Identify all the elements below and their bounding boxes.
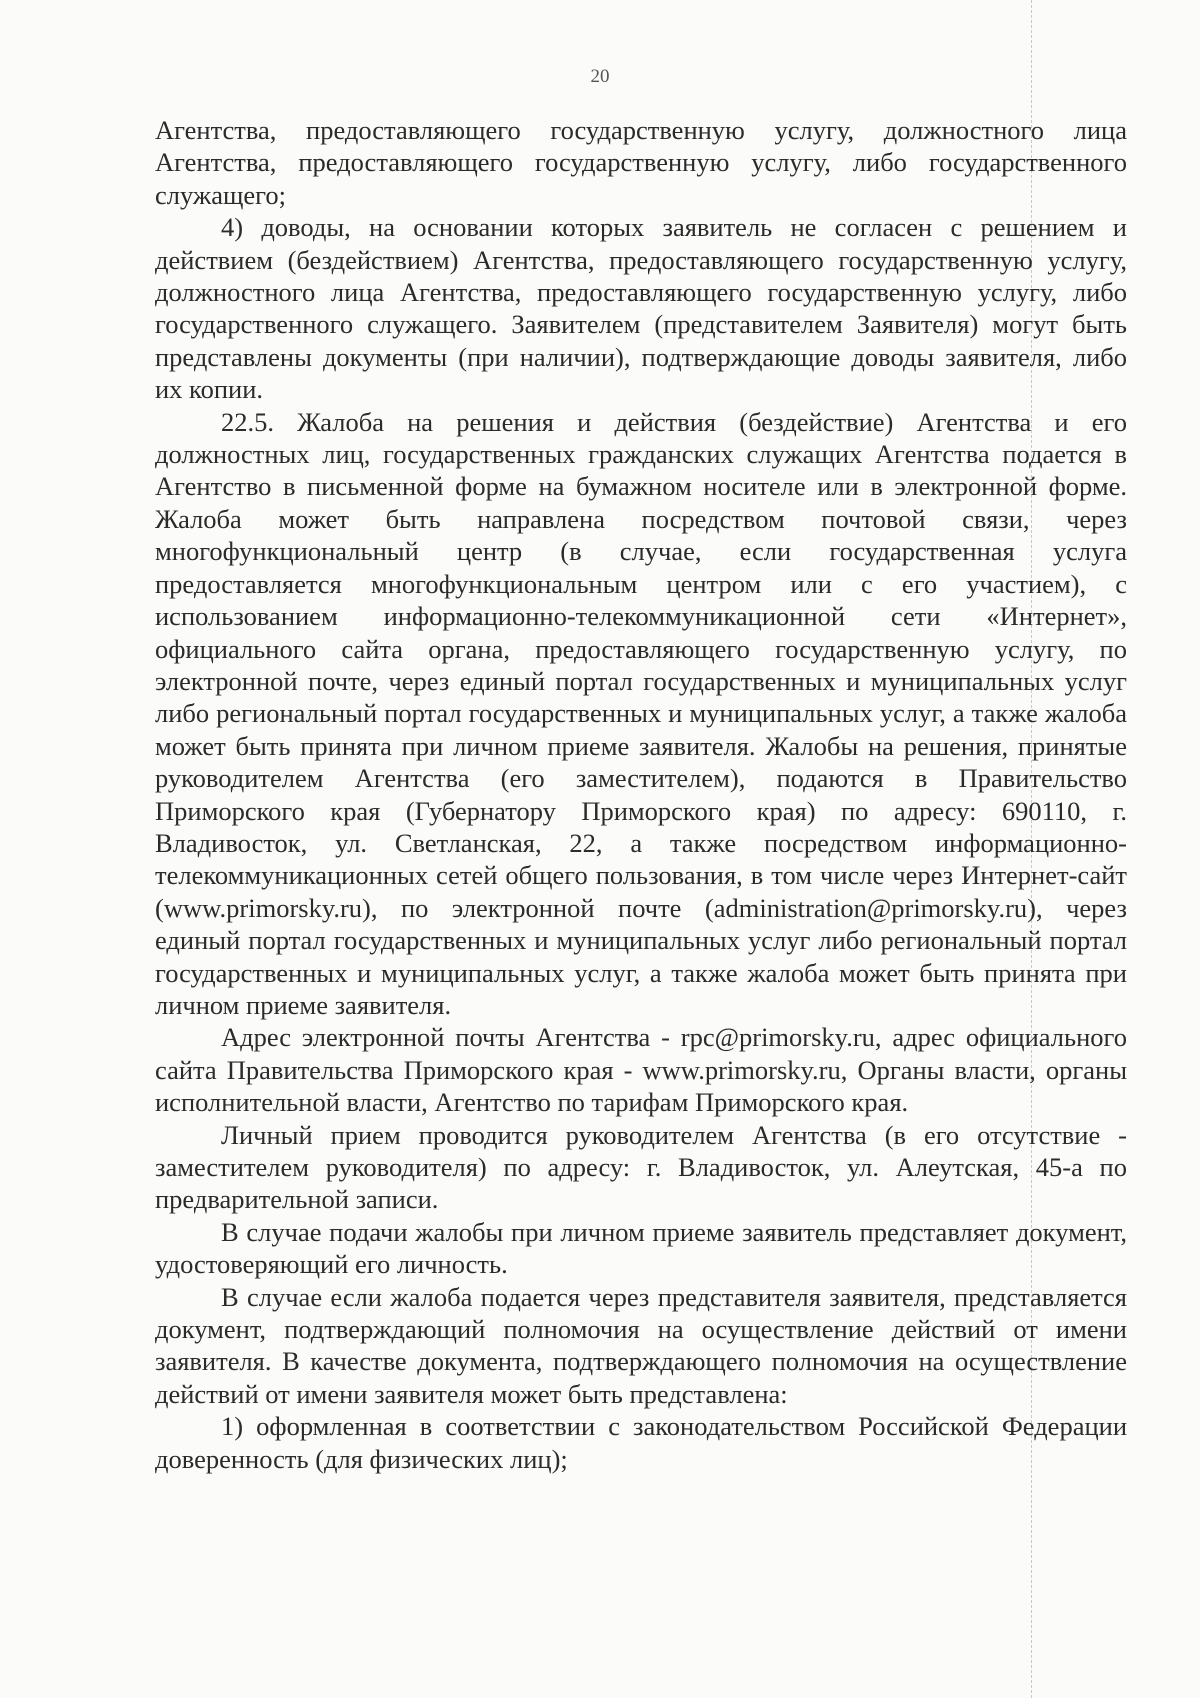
paragraph-identity-document: В случае подачи жалобы при личном приеме заявитель представляет документ, удостоверяющий его личность. [155, 1216, 1127, 1280]
paragraph-continuation: Агентства, предоставляющего государственную услугу, должностного лица Агентства, предоставляющего государственную услугу, либо государственного служащего; [155, 115, 1127, 210]
document-body [155, 114, 1127, 1475]
paragraph-item-1: 1) оформленная в соответствии с законодательством Российской Федерации доверенность (для физических лиц); [155, 1411, 1127, 1474]
paragraph-representative: В случае если жалоба подается через представителя заявителя, представляется документ, подтверждающий полномочия на осуществление действий от имени заявителя. В качестве документа, подтверждающего полномочия на осуществление действий от имени заявителя может быть представлена: [155, 1281, 1127, 1409]
paragraph-personal-reception: Личный прием проводится руководителем Агентства (в его отсутствие - заместителем руководителя) по адресу: г. Владивосток, ул. Алеутская, 45-а по предварительной записи. [155, 1119, 1127, 1215]
paragraph-agency-address: Адрес электронной почты Агентства - rpc@primorsky.ru, адрес официального сайта Правительства Приморского края - www.primorsky.ru, Органы власти, органы исполнительной власти, Агентство по тарифам Приморского края. [155, 1022, 1127, 1118]
paragraph-item-4: 4) доводы, на основании которых заявитель не согласен с решением и действием (бездействием) Агентства, предоставляющего государственную услугу, должностного лица Агентства, предоставляющего государственную услугу, либо государственного служащего. Заявителем (представителем Заявителя) могут быть представлены документы (при наличии), подтверждающие доводы заявителя, либо их копии. [155, 212, 1127, 405]
page-number: 20 [590, 66, 610, 87]
paragraph-22-5: 22.5. Жалоба на решения и действия (бездействие) Агентства и его должностных лиц, государственных гражданских служащих Агентства подается в Агентство в письменной форме на бумажном носителе или в электронной форме. Жалоба может быть направлена посредством почтовой связи, через многофункциональный центр (в случае, если государственная услуга предоставляется многофункциональным центром или с его участием), с использованием информационно-телекоммуникационной сети «Интернет», официального сайта органа, предоставляющего государственную услугу, по электронной почте, через единый портал государственных и муниципальных услуг либо региональный портал государственных и муниципальных услуг, а также жалоба может быть принята при личном приеме заявителя. Жалобы на решения, принятые руководителем Агентства (его заместителем), подаются в Правительство Приморского края (Губернатору Приморского края) по адресу: 690110, г. Владивосток, ул. Светланская, 22, а также посредством информационно-телекоммуникационных сетей общего пользования, в том числе через Интернет-сайт (www.primorsky.ru), по электронной почте (administration@primorsky.ru), через единый портал государственных и муниципальных услуг либо региональный портал государственных и муниципальных услуг, а также жалоба может быть принята при личном приеме заявителя. [155, 406, 1127, 1020]
